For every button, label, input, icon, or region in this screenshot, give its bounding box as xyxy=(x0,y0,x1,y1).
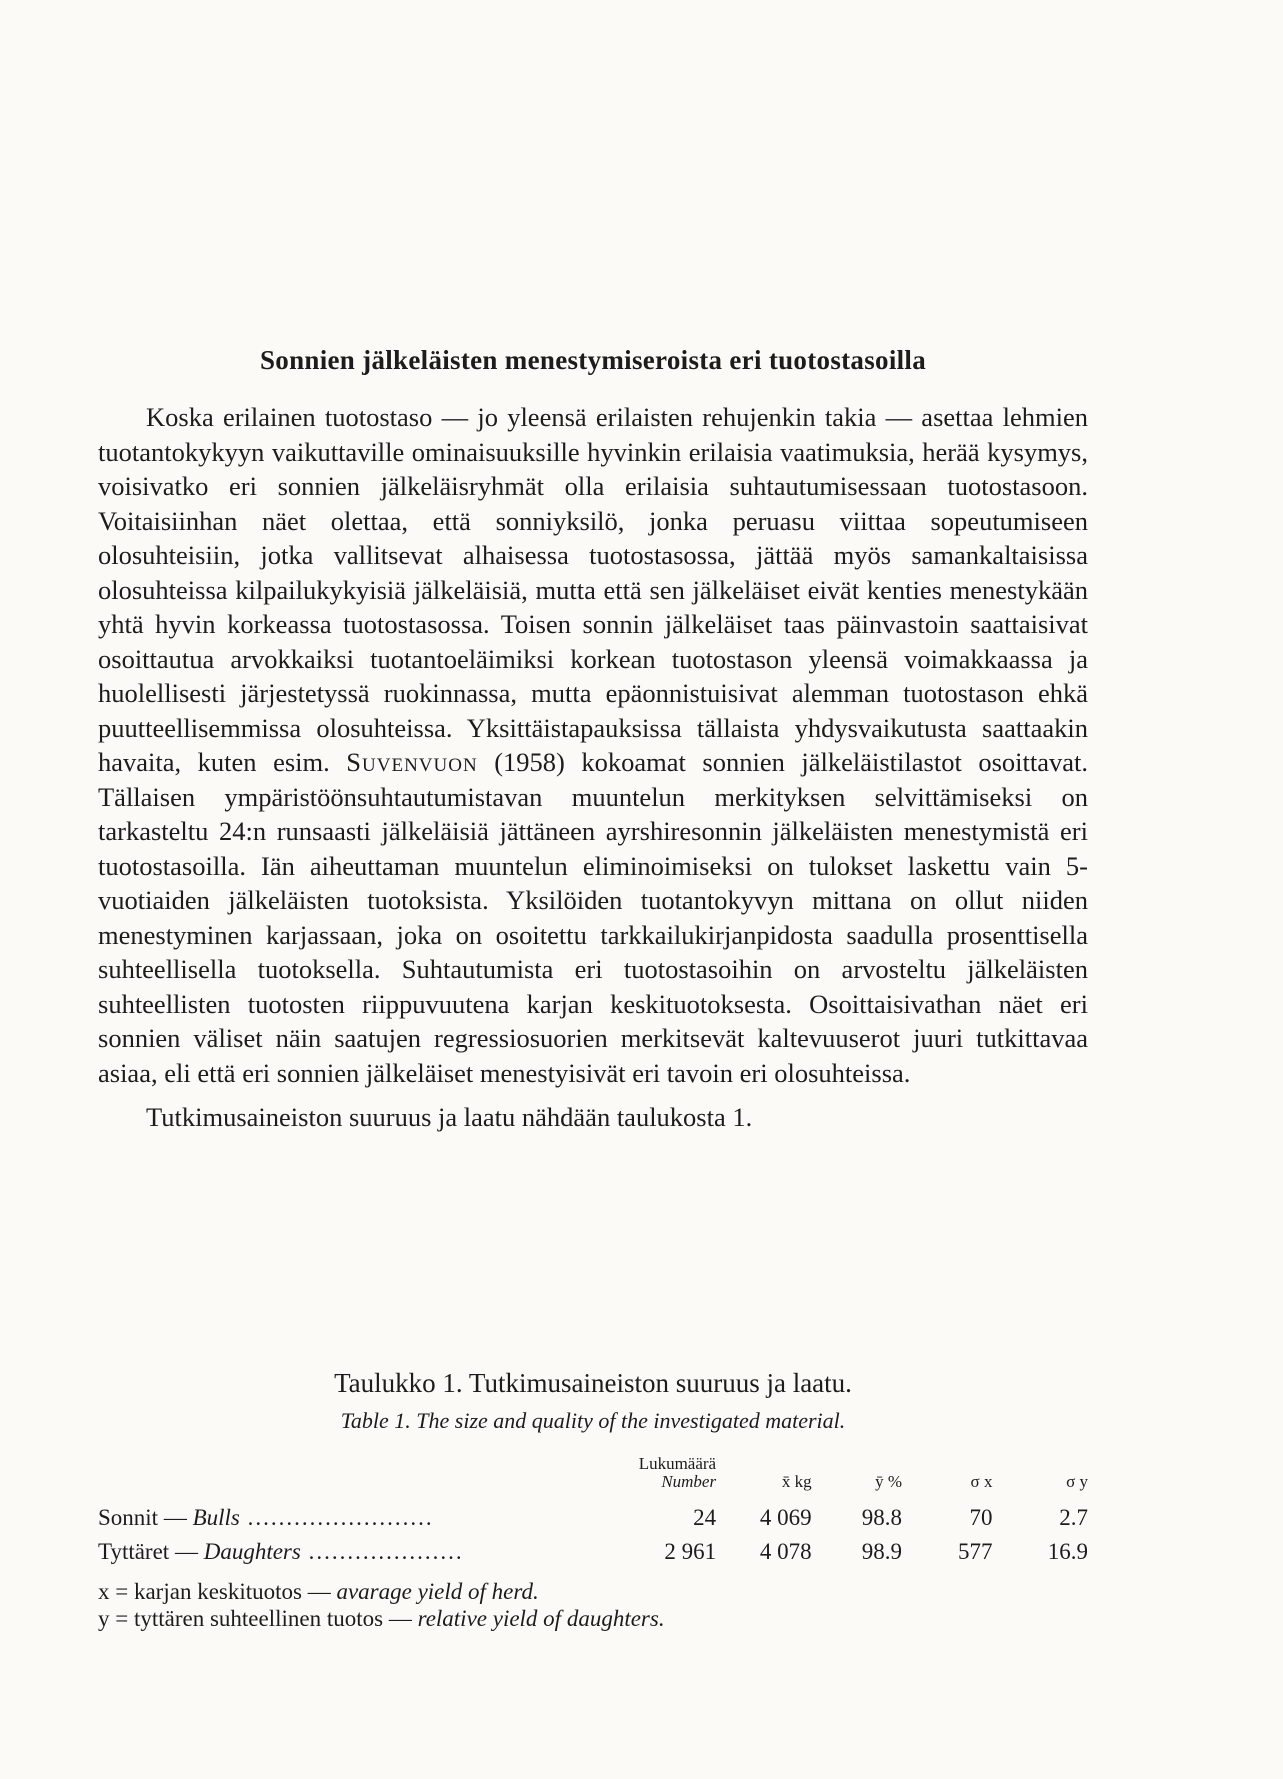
footnote-text: y = tyttären suhteellinen tuotos — xyxy=(98,1606,418,1631)
paragraph-text: Koska erilainen tuotostaso — jo yleensä erilaisten rehujenkin takia — asettaa lehmien tuotantokykyyn vaikuttaville ominaisuuksille hyvinkin erilaisia vaatimuksia, herää kysymys, voisivatko eri sonnien jälkeläisryhmät olla erilaisia suhtautumisessaan tuotostasoon. Voitaisiinhan näet olettaa, että sonniyksilö, jonka peruasu viittaa sopeutumiseen olosuhteisiin, jotka vallitsevat alhaisessa tuotostasossa, jättää myös samankaltaisissa olosuhteissa kilpailukykyisiä jälkeläisiä, mutta että sen jälkeläiset eivät kenties menestykään yhtä hyvin korkeassa tuotostasossa. Toisen sonnin jälkeläiset taas päinvastoin saattaisivat osoittautua arvokkaiksi tuotantoeläimiksi korkean tuotostason yleensä voimakkaassa ja huolellisesti järjestetyssä ruokinnassa, mutta epäonnistuisivat alemman tuotostason ehkä puutteellisemmissa olosuhteissa. Yksittäistapauksissa tällaista yhdysvaikutusta saattaakin havaita, kuten esim. xyxy=(98,402,1088,777)
table-row xyxy=(98,1497,1088,1531)
table-caption-english: Table 1. The size and quality of the investigated material. xyxy=(340,1408,846,1433)
table-header-sigma-x: σ x xyxy=(970,1472,993,1491)
paragraph: Tutkimusaineiston suuruus ja laatu nähdään taulukosta 1. xyxy=(146,1102,753,1132)
table-header-sigma-y: σ y xyxy=(1066,1472,1088,1491)
paragraph-text: (1958) kokoamat sonnien jälkeläistilastot osoittavat. Tällaisen ympäristöönsuhtautumistavan muuntelun merkityksen selvittämiseksi on tarkasteltu 24:n runsaasti jälkeläisiä jättäneen ayrshiresonnin jälkeläisten menestymistä eri tuotostasoilla. Iän aiheuttaman muuntelun eliminoimiseksi on tulokset laskettu vain 5-vuotiaiden jälkeläisten tuotoksista. Yksilöiden tuotantokyvyn mittana on ollut niiden menestyminen karjassaan, joka on osoitettu tarkkailukirjanpidosta saadulla prosenttisella suhteellisella tuotoksella. Suhtautumista eri tuotostasoihin on arvosteltu jälkeläisten suhteellisten tuotosten riippuvuutena karjan keskituotoksesta. Osoittaisivathan näet eri sonnien väliset näin saatujen regressiosuorien merkitsevät kaltevuuserot juuri tutkittavaa asiaa, eli että eri sonnien jälkeläiset menestyisivät eri tavoin eri olosuhteissa. xyxy=(98,747,1089,1088)
footnote xyxy=(98,1578,1088,1605)
row-leader-dots: .................... xyxy=(300,1539,464,1564)
cell-sigma-x: 577 xyxy=(957,1539,993,1564)
section-heading: Sonnien jälkeläisten menestymiseroista eri tuotostasoilla xyxy=(259,345,927,375)
row-label-en: Daughters xyxy=(203,1539,301,1564)
cell-count: 24 xyxy=(693,1505,717,1530)
table-row xyxy=(98,1531,1088,1565)
row-leader-dots: ........................ xyxy=(239,1505,434,1530)
table-header-y: ȳ % xyxy=(875,1472,903,1491)
cell-sigma-x: 70 xyxy=(969,1505,993,1530)
table-footnotes xyxy=(98,1578,1088,1632)
footnote-text: x = karjan keskituotos — xyxy=(98,1579,337,1604)
table-header-count xyxy=(621,1455,716,1497)
cell-x: 4 069 xyxy=(759,1505,812,1530)
table-caption: Taulukko 1. Tutkimusaineiston suuruus ja laatu. xyxy=(334,1368,852,1398)
table-header-row xyxy=(98,1455,1088,1497)
row-label-fi: Sonnit — xyxy=(98,1505,193,1530)
cell-sigma-y: 2.7 xyxy=(1059,1505,1088,1530)
footnote xyxy=(98,1605,1088,1632)
cell-y: 98.9 xyxy=(861,1539,903,1564)
row-label xyxy=(98,1497,621,1531)
table-header-empty xyxy=(98,1455,621,1497)
cell-sigma-y: 16.9 xyxy=(1047,1539,1088,1564)
body-text xyxy=(98,400,1088,1135)
row-label-en: Bulls xyxy=(192,1505,240,1530)
paragraph xyxy=(98,400,1088,1090)
data-table xyxy=(98,1455,1088,1565)
header-count-label-english: Number xyxy=(661,1472,717,1491)
author-citation: Suvenvuon xyxy=(346,747,478,777)
footnote-text-english: relative yield of daughters. xyxy=(417,1606,665,1631)
cell-x: 4 078 xyxy=(759,1539,812,1564)
footnote-text-english: avarage yield of herd. xyxy=(336,1579,539,1604)
header-count-label: Lukumäärä xyxy=(638,1454,717,1473)
table-header-x: x̄ kg xyxy=(781,1472,812,1491)
cell-y: 98.8 xyxy=(861,1505,903,1530)
cell-count: 2 961 xyxy=(664,1539,717,1564)
row-label xyxy=(98,1531,621,1565)
row-label-fi: Tyttäret — xyxy=(98,1539,204,1564)
